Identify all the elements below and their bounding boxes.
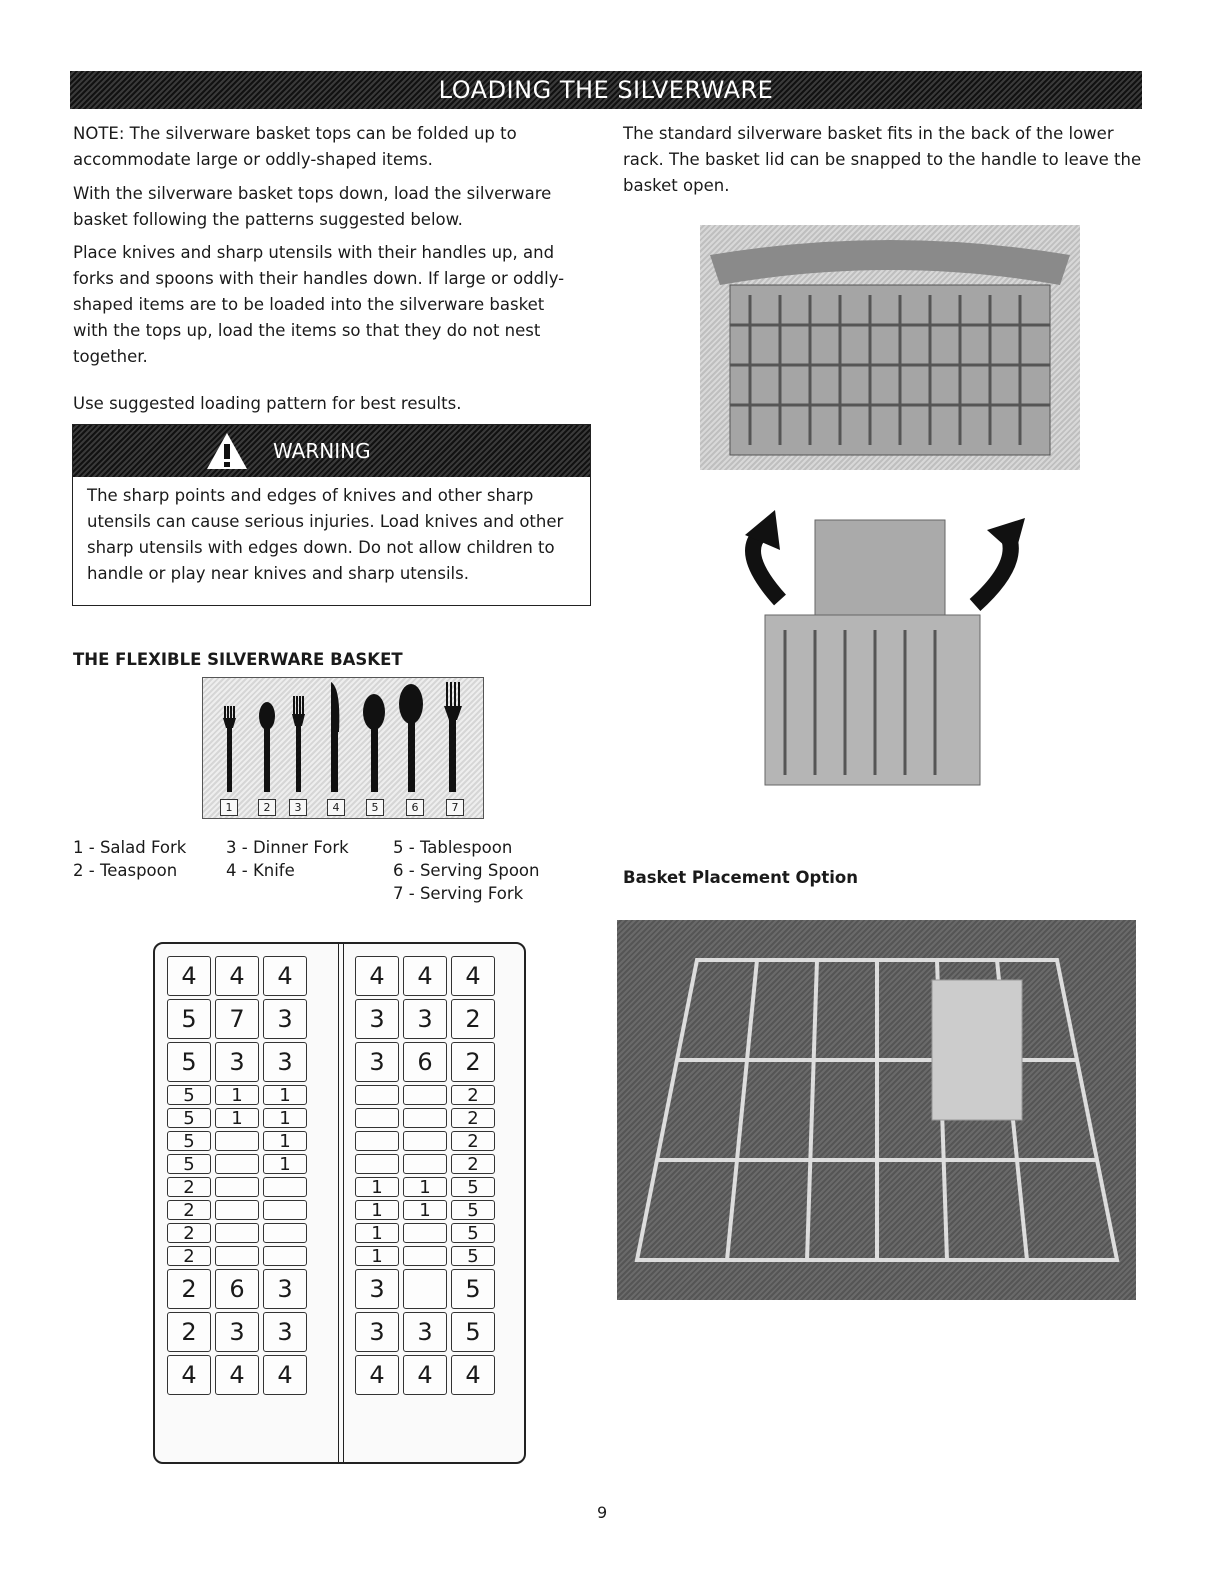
basket-fold-photo — [725, 490, 1035, 790]
pattern-cell: 4 — [215, 1355, 259, 1395]
pattern-cell: 4 — [263, 1355, 307, 1395]
legend-item: 5 - Tablespoon — [393, 838, 513, 857]
pattern-cell: 4 — [355, 956, 399, 996]
utensil-number: 4 — [327, 799, 345, 816]
pattern-cell — [215, 1177, 259, 1197]
pattern-cell — [403, 1246, 447, 1266]
pattern-cell: 1 — [403, 1200, 447, 1220]
utensil-number: 5 — [366, 799, 384, 816]
pattern-cell: 1 — [215, 1085, 259, 1105]
rack-illustration — [617, 920, 1136, 1300]
rack-placement-photo — [617, 920, 1136, 1300]
pattern-cell: 4 — [403, 956, 447, 996]
pattern-cell: 3 — [215, 1042, 259, 1082]
pattern-cell: 2 — [167, 1177, 211, 1197]
pattern-cell: 4 — [263, 956, 307, 996]
pattern-cell: 4 — [167, 956, 211, 996]
pattern-cell: 2 — [167, 1312, 211, 1352]
utensil-silhouettes — [203, 678, 483, 798]
pattern-cell: 1 — [263, 1154, 307, 1174]
pattern-cell: 1 — [263, 1131, 307, 1151]
pattern-cell: 4 — [215, 956, 259, 996]
legend-item: 7 - Serving Fork — [393, 884, 524, 903]
pattern-cell — [403, 1154, 447, 1174]
pattern-cell — [263, 1223, 307, 1243]
warning-title: WARNING — [273, 439, 371, 463]
pattern-cell: 2 — [451, 1085, 495, 1105]
note-text: NOTE: The silverware basket tops can be folded up to accommodate large or oddly-shaped items. — [73, 124, 517, 169]
basket-illustration — [700, 225, 1080, 470]
pattern-cell: 3 — [355, 999, 399, 1039]
basket-fold-illustration — [725, 490, 1035, 790]
utensil-number: 1 — [220, 799, 238, 816]
warning-box — [72, 424, 591, 606]
pattern-cell — [355, 1085, 399, 1105]
pattern-cell: 5 — [451, 1177, 495, 1197]
pattern-cell: 5 — [451, 1200, 495, 1220]
pattern-cell: 3 — [355, 1042, 399, 1082]
utensil-illustration — [202, 677, 484, 819]
pattern-cell: 5 — [451, 1312, 495, 1352]
pattern-cell: 3 — [355, 1269, 399, 1309]
pattern-cell — [215, 1154, 259, 1174]
standard-basket-text: The standard silverware basket fits in the back of the lower rack. The basket lid can be snapped to the handle to leave the basket open. — [623, 124, 1142, 195]
pattern-cell: 5 — [451, 1246, 495, 1266]
utensil-number: 7 — [446, 799, 464, 816]
legend-item: 3 - Dinner Fork — [226, 838, 349, 857]
pattern-cell: 6 — [403, 1042, 447, 1082]
grid-divider — [338, 944, 344, 1462]
pattern-cell: 2 — [451, 1154, 495, 1174]
legend-item: 1 - Salad Fork — [73, 838, 187, 857]
pattern-cell: 3 — [263, 1269, 307, 1309]
pattern-cell: 1 — [355, 1246, 399, 1266]
pattern-cell: 2 — [167, 1269, 211, 1309]
pattern-cell: 1 — [215, 1108, 259, 1128]
pattern-cell — [215, 1200, 259, 1220]
pattern-cell — [355, 1154, 399, 1174]
pattern-cell: 3 — [263, 1312, 307, 1352]
pattern-cell: 4 — [451, 956, 495, 996]
placement-title: Basket Placement Option — [623, 868, 858, 887]
pattern-cell: 2 — [167, 1223, 211, 1243]
warning-header — [73, 425, 590, 477]
pattern-cell — [403, 1108, 447, 1128]
loading-pattern-grid — [153, 942, 526, 1464]
warning-text: The sharp points and edges of knives and other sharp utensils can cause serious injuries. Load knives and other sharp utensils with edges down. Do not allow children to handle or play near knives and sharp utensils. — [87, 486, 564, 583]
pattern-cell: 1 — [355, 1223, 399, 1243]
pattern-cell: 5 — [167, 1108, 211, 1128]
pattern-cell — [403, 1085, 447, 1105]
para-load: With the silverware basket tops down, load the silverware basket following the patterns suggested below. — [73, 184, 552, 229]
utensil-number: 3 — [289, 799, 307, 816]
legend-column-1 — [73, 836, 186, 882]
pattern-cell: 3 — [263, 999, 307, 1039]
pattern-cell: 2 — [451, 1108, 495, 1128]
legend-item: 4 - Knife — [226, 861, 295, 880]
warning-icon — [205, 431, 249, 471]
pattern-cell: 1 — [403, 1177, 447, 1197]
pattern-cell — [215, 1223, 259, 1243]
pattern-cell — [355, 1108, 399, 1128]
legend-column-2 — [226, 836, 349, 882]
pattern-cell: 3 — [403, 1312, 447, 1352]
pattern-cell: 3 — [215, 1312, 259, 1352]
basket-open-photo — [700, 225, 1080, 470]
pattern-cell: 2 — [451, 999, 495, 1039]
flexible-basket-title: THE FLEXIBLE SILVERWARE BASKET — [73, 650, 403, 669]
pattern-cell: 4 — [451, 1355, 495, 1395]
section-title: LOADING THE SILVERWARE — [438, 76, 774, 104]
pattern-cell: 2 — [167, 1200, 211, 1220]
pattern-cell: 5 — [451, 1223, 495, 1243]
pattern-cell: 2 — [451, 1042, 495, 1082]
pattern-cell: 3 — [403, 999, 447, 1039]
pattern-cell: 1 — [263, 1085, 307, 1105]
pattern-cell — [215, 1131, 259, 1151]
pattern-cell: 6 — [215, 1269, 259, 1309]
page-number: 9 — [597, 1503, 608, 1522]
pattern-cell: 7 — [215, 999, 259, 1039]
pattern-cell: 5 — [167, 1042, 211, 1082]
pattern-cell: 4 — [403, 1355, 447, 1395]
pattern-cell: 3 — [355, 1312, 399, 1352]
pattern-cell — [263, 1177, 307, 1197]
pattern-cell: 2 — [451, 1131, 495, 1151]
para-pattern: Use suggested loading pattern for best results. — [73, 394, 462, 413]
section-banner — [70, 71, 1142, 109]
pattern-cell: 1 — [355, 1200, 399, 1220]
pattern-cell — [403, 1223, 447, 1243]
pattern-cell — [403, 1131, 447, 1151]
pattern-cell — [355, 1131, 399, 1151]
pattern-cell: 2 — [167, 1246, 211, 1266]
pattern-cell: 5 — [451, 1269, 495, 1309]
legend-item: 6 - Serving Spoon — [393, 861, 540, 880]
pattern-cell — [263, 1246, 307, 1266]
utensil-number: 2 — [258, 799, 276, 816]
pattern-cell — [263, 1200, 307, 1220]
pattern-cell: 5 — [167, 1154, 211, 1174]
pattern-cell: 4 — [167, 1355, 211, 1395]
pattern-cell — [403, 1269, 447, 1309]
pattern-cell: 1 — [263, 1108, 307, 1128]
pattern-cell: 1 — [355, 1177, 399, 1197]
legend-column-3 — [393, 836, 539, 905]
pattern-cell: 5 — [167, 1085, 211, 1105]
legend-item: 2 - Teaspoon — [73, 861, 178, 880]
pattern-cell: 5 — [167, 999, 211, 1039]
pattern-cell: 3 — [263, 1042, 307, 1082]
pattern-cell: 5 — [167, 1131, 211, 1151]
para-place: Place knives and sharp utensils with their handles up, and forks and spoons with their handles down. If large or oddly-shaped items are to be loaded into the silverware basket with the tops up, load the items so that they do not nest together. — [73, 243, 565, 366]
utensil-number: 6 — [406, 799, 424, 816]
pattern-cell: 4 — [355, 1355, 399, 1395]
pattern-cell — [215, 1246, 259, 1266]
